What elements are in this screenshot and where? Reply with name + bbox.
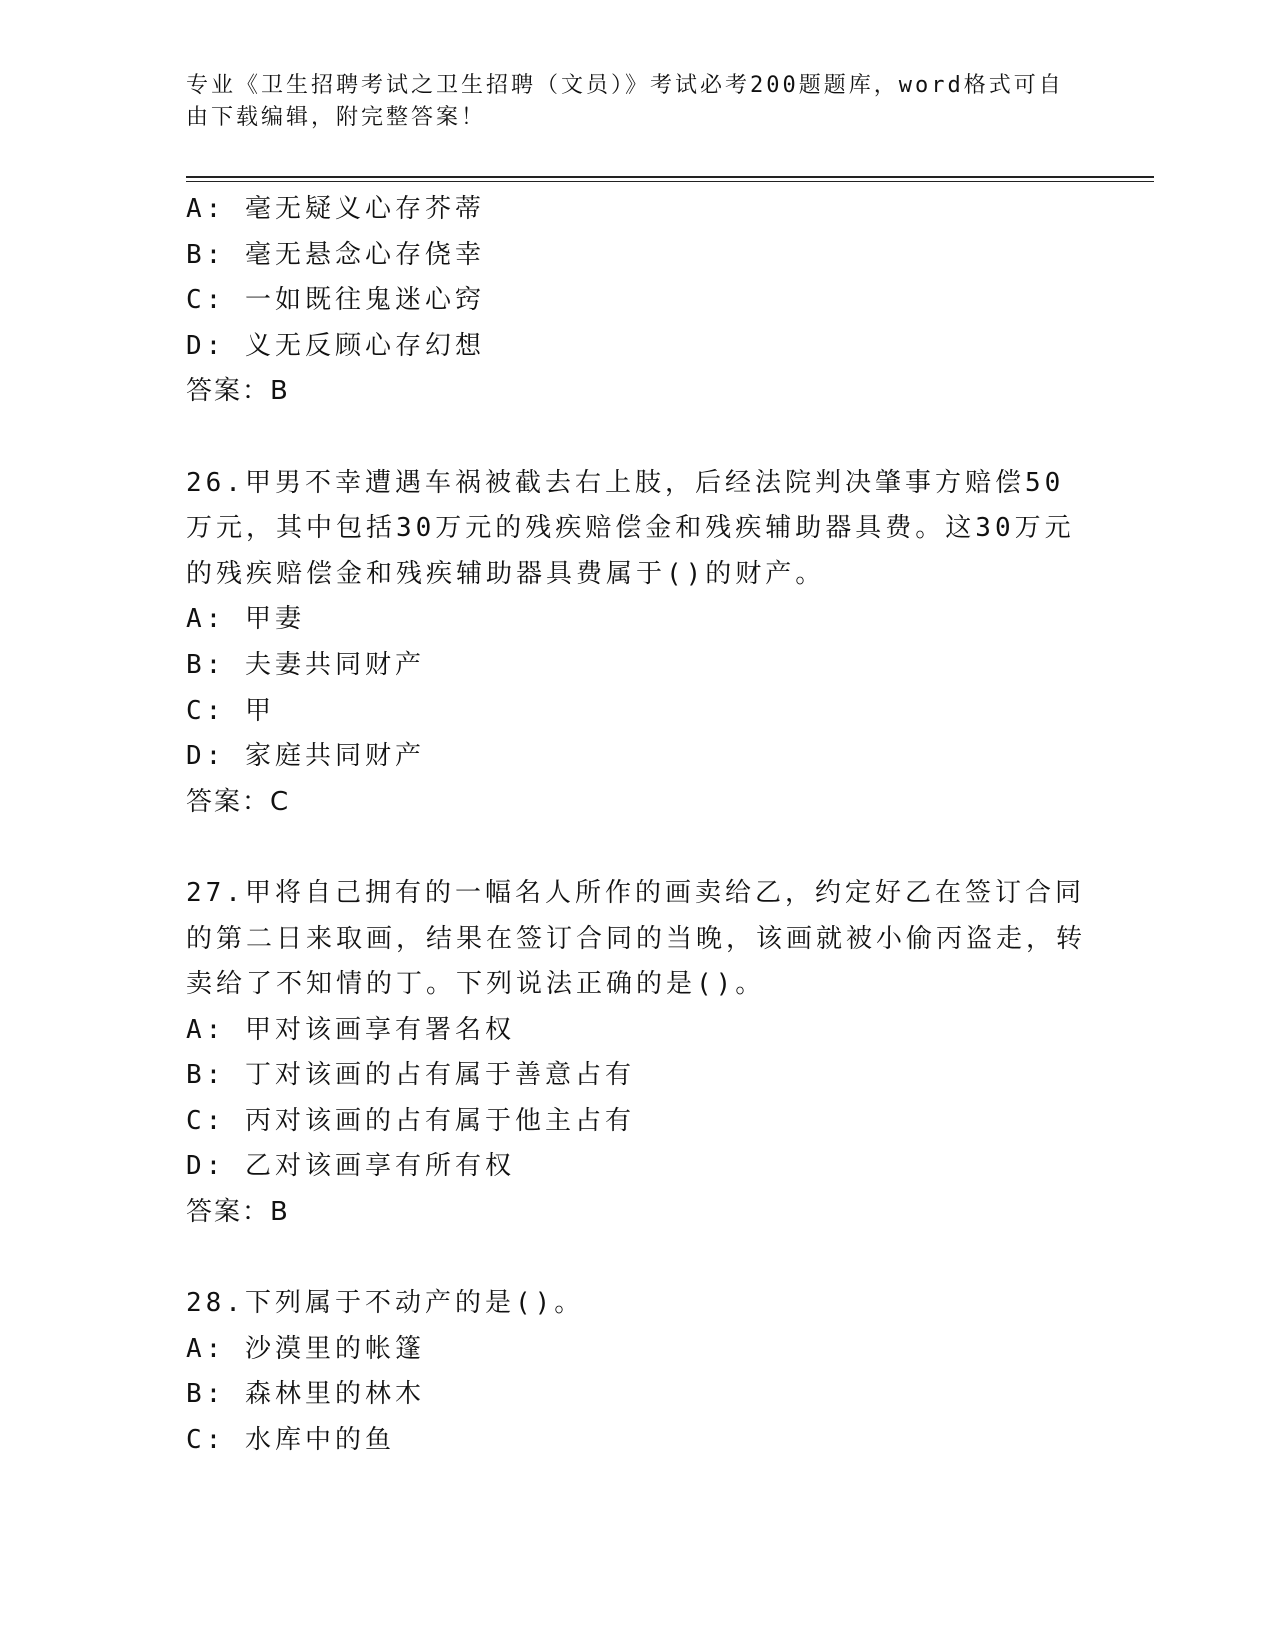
option-label: A: [186,194,226,224]
answer-line: 答案：C [186,786,291,817]
question-stem: 26.甲男不幸遭遇车祸被截去右上肢，后经法院判决肇事方赔偿50万元，其中包括30万元的残疾赔偿金和残疾辅助器具费。这30万元的残疾赔偿金和残疾辅助器具费属于()的财产。 [186,467,1075,589]
option-a [186,187,1086,233]
option-text: 森林里的林木 [244,1379,425,1410]
answer-line: 答案：B [186,376,290,407]
question-27 [186,871,1086,1236]
option-text: 丙对该画的占有属于他主占有 [244,1105,635,1136]
option-text: 毫无疑义心存芥蒂 [244,194,485,224]
option-label: A: [186,1333,226,1364]
option-label: C: [186,695,226,726]
option-label: C: [186,1105,226,1136]
option-label: B: [186,649,226,680]
option-text: 家庭共同财产 [244,741,425,772]
option-b [186,1372,1086,1418]
option-c [186,1099,1086,1145]
option-label: A: [186,604,226,635]
answer-line: 答案：B [186,1197,290,1228]
option-text: 丁对该画的占有属于善意占有 [244,1060,635,1091]
header-divider-thin [186,181,1154,182]
option-b [186,643,1086,689]
option-d [186,324,1086,370]
option-label: A: [186,1014,226,1045]
document-header: 专业《卫生招聘考试之卫生招聘（文员）》考试必考200题题库，word格式可自由下载编辑，附完整答案！ [186,73,1064,130]
option-label: C: [186,1425,226,1456]
question-28 [186,1281,1086,1463]
option-text: 乙对该画享有所有权 [244,1151,515,1182]
option-text: 甲 [244,695,275,726]
option-d [186,734,1086,780]
option-c [186,1418,1086,1464]
option-label: D: [186,1151,226,1182]
option-text: 义无反顾心存幻想 [244,330,485,361]
option-c [186,689,1086,735]
header-divider-thick [186,176,1154,178]
option-text: 沙漠里的帐篷 [244,1333,425,1364]
option-c [186,278,1086,324]
question-26 [186,461,1086,826]
question-stem: 27.甲将自己拥有的一幅名人所作的画卖给乙，约定好乙在签订合同的第二日来取画，结果在签订合同的当晚，该画就被小偷丙盗走，转卖给了不知情的丁。下列说法正确的是()。 [186,877,1087,1000]
option-text: 毫无悬念心存侥幸 [244,239,485,270]
option-a [186,1327,1086,1373]
option-label: B: [186,1379,226,1410]
partial-question [186,187,1086,415]
option-label: D: [186,741,226,772]
option-d [186,1144,1086,1190]
option-text: 甲妻 [244,604,305,635]
option-label: D: [186,330,226,361]
option-label: B: [186,239,226,270]
option-b [186,233,1086,279]
question-stem: 28.下列属于不动产的是()。 [186,1288,585,1319]
option-text: 一如既往鬼迷心窍 [244,285,485,316]
option-text: 夫妻共同财产 [244,649,425,680]
option-text: 水库中的鱼 [244,1425,395,1456]
option-a [186,597,1086,643]
option-label: B: [186,1060,226,1091]
option-b [186,1053,1086,1099]
option-text: 甲对该画享有署名权 [244,1014,515,1045]
option-label: C: [186,285,226,316]
question-list [186,187,1086,1464]
option-a [186,1008,1086,1054]
